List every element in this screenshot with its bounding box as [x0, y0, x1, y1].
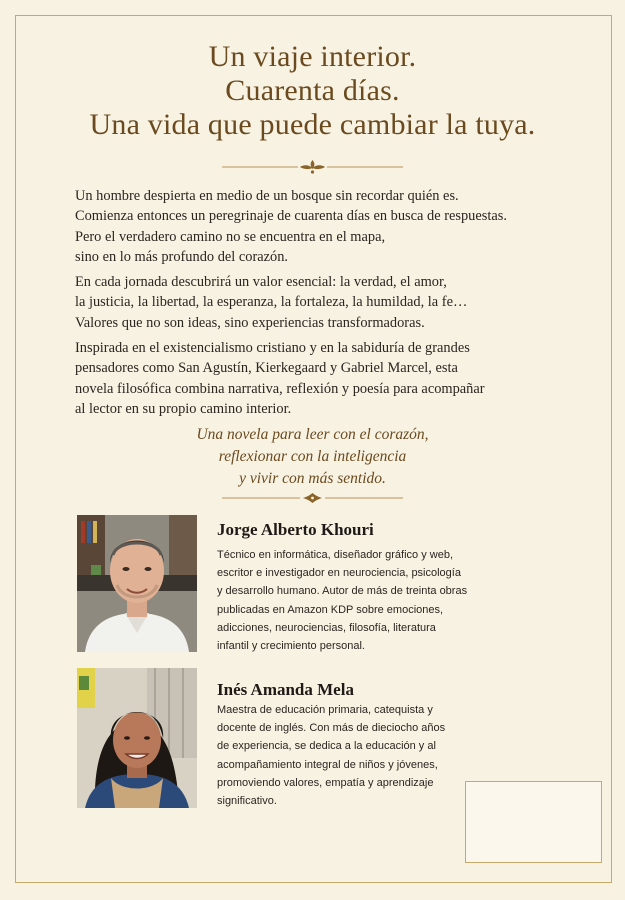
synopsis-line: la justicia, la libertad, la esperanza, la fortaleza, la humildad, la fe…: [75, 294, 468, 311]
bio-line: promoviendo valores, empatía y aprendizaje: [217, 776, 434, 789]
synopsis-paragraph-1: [75, 186, 555, 267]
synopsis-line: Un hombre despierta en medio de un bosque sin recordar quién es.: [75, 188, 459, 204]
author-photo-jorge: [77, 515, 197, 652]
tagline: [0, 424, 625, 490]
synopsis-line: En cada jornada descubrirá un valor esencial: la verdad, el amor,: [75, 274, 447, 290]
synopsis-line: pensadores como San Agustín, Kierkegaard y Gabriel Marcel, esta: [75, 360, 458, 377]
bio-line: docente de inglés. Con más de dieciocho años: [217, 722, 446, 735]
headline-line-2: Cuarenta días.: [225, 74, 400, 107]
tagline-line-2: reflexionar con la inteligencia: [218, 448, 407, 465]
fleuron-divider-icon: [222, 159, 403, 175]
author-name-jorge: Jorge Alberto Khouri: [217, 520, 374, 539]
bio-line: significativo.: [217, 795, 277, 808]
synopsis-line: Inspirada en el existencialismo cristiano y en la sabiduría de grandes: [75, 340, 470, 356]
bio-line: Maestra de educación primaria, catequista y: [217, 704, 433, 716]
bio-line: acompañamiento integral de niños y jóvenes,: [217, 758, 438, 771]
bio-line: Técnico en informática, diseñador gráfico y web,: [217, 549, 454, 561]
barcode-placeholder-box: [465, 781, 602, 863]
bio-line: infantil y crecimiento personal.: [217, 640, 365, 653]
synopsis-paragraph-3: [75, 338, 555, 419]
author-bio-jorge: [217, 546, 477, 655]
synopsis-line: Valores que no son ideas, sino experiencias transformadoras.: [75, 314, 425, 331]
synopsis-line: Comienza entonces un peregrinaje de cuarenta días en busca de respuestas.: [75, 208, 507, 225]
author-photo-ines: [77, 668, 197, 808]
fleuron-divider-icon: [222, 490, 403, 506]
synopsis-line: Pero el verdadero camino no se encuentra en el mapa,: [75, 228, 386, 245]
bio-line: de experiencia, se dedica a la educación y al: [217, 740, 436, 753]
tagline-line-3: y vivir con más sentido.: [239, 470, 386, 487]
headline-line-1: Un viaje interior.: [208, 40, 417, 73]
author-bio-ines: [217, 701, 477, 810]
headline: [0, 40, 625, 142]
headline-line-3: Una vida que puede cambiar la tuya.: [89, 108, 536, 141]
bio-line: publicadas en Amazon KDP sobre emociones,: [217, 603, 444, 616]
tagline-line-1: Una novela para leer con el corazón,: [196, 426, 429, 443]
synopsis-line: al lector en su propio camino interior.: [75, 400, 292, 417]
synopsis-line: sino en lo más profundo del corazón.: [75, 248, 289, 265]
synopsis-paragraph-2: [75, 272, 555, 333]
author-name-ines: Inés Amanda Mela: [217, 680, 354, 699]
bio-line: adicciones, neurociencias, filosofía, literatura: [217, 621, 436, 634]
bio-line: escritor e investigador en neurociencia, psicología: [217, 567, 461, 580]
synopsis-line: novela filosófica combina narrativa, reflexión y poesía para acompañar: [75, 380, 485, 397]
bio-line: y desarrollo humano. Autor de más de treinta obras: [217, 585, 468, 598]
